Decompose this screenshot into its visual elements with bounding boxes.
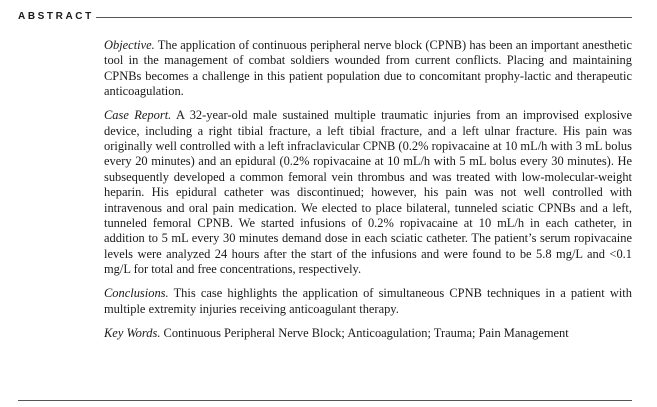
bottom-rule [18, 400, 632, 401]
case-report-label: Case Report. [104, 108, 172, 123]
conclusions-text: This case highlights the application of simultaneous CPNB techniques in a patient with multiple extremity injuries receiving anticoagulant therapy. [104, 286, 632, 316]
key-words-label: Key Words. [104, 325, 161, 340]
key-words-paragraph [104, 326, 632, 341]
case-report-paragraph [104, 108, 632, 277]
abstract-header [18, 8, 632, 24]
conclusions-paragraph [104, 286, 632, 317]
key-words-text: Continuous Peripheral Nerve Block; Anticoagulation; Trauma; Pain Management [163, 325, 569, 340]
objective-label: Objective. [104, 38, 155, 52]
header-rule [96, 17, 632, 18]
objective-paragraph [104, 38, 632, 100]
objective-text: The application of continuous peripheral nerve block (CPNB) has been an important anesthetic tool in the management of combat soldiers wounded from current conflicts. Placing and maintaining CPNBs becomes a challenge in this patient population due to concomitant prophy-lactic and therapeutic anticoagulation. [104, 38, 633, 99]
conclusions-label: Conclusions. [104, 286, 169, 301]
section-title: ABSTRACT [18, 10, 94, 22]
case-report-text: A 32-year-old male sustained multiple traumatic injuries from an improvised explosive device, including a right tibial fracture, a left tibial fracture, and a left ulnar fracture. His pain was originally well controlled with a left infraclavicular CPNB (0.2% ropivacaine at 10 mL/h with 3 mL bolus every 20 minutes) and an epidural (0.2% ropivacaine at 10 mL/h with 5 mL bolus every 30 minutes). He subsequently developed a common femoral vein thrombus and was treated with low-molecular-weight heparin. His epidural catheter was discontinued; however, his pain was not well controlled with intravenous and oral pain medication. We elected to place bilateral, tunneled sciatic CPNBs and a left, tunneled femoral CPNB. We started infusions of 0.2% ropivacaine at 10 mL/h in each catheter, in addition to 5 mL every 30 minutes demand dose in each sciatic catheter. The patient’s serum ropivacaine levels were analyzed 24 hours after the start of the infusions and were found to be 5.8 mg/L and <0.1 mg/L for total and free concentrations, respectively. [104, 108, 632, 277]
abstract-body [104, 38, 632, 341]
